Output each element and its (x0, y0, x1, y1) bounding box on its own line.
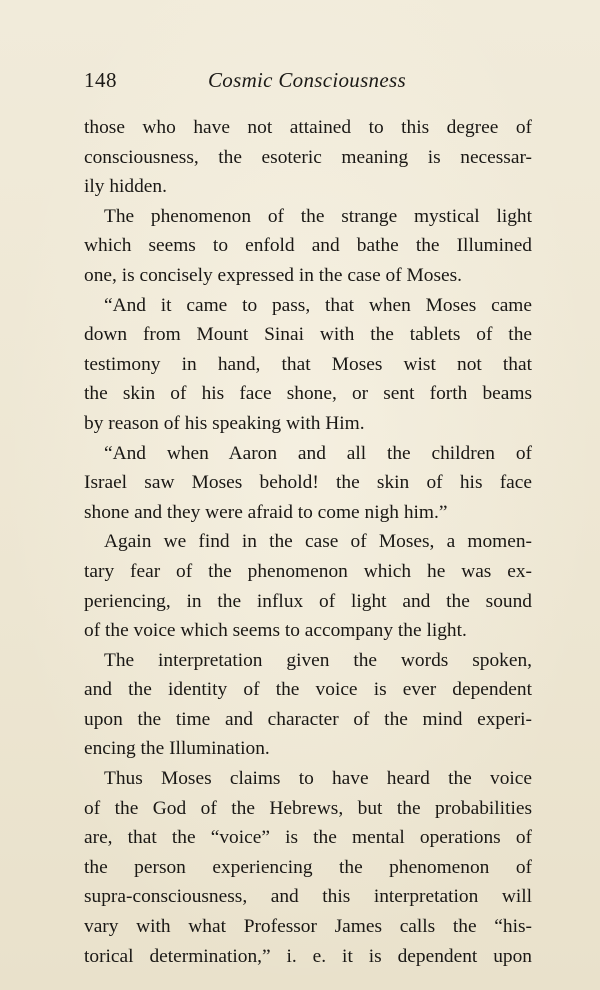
text-line: Israel saw Moses behold! the skin of his face (84, 472, 532, 494)
text-line: the person experiencing the phenomenon of (84, 856, 532, 878)
text-line: down from Mount Sinai with the tablets of the (84, 324, 532, 346)
text-line: those who have not attained to this degree of (84, 117, 532, 138)
text-line: of the voice which seems to accompany the light. (84, 620, 467, 642)
text-line: “And it came to pass, that when Moses came (104, 294, 532, 316)
text-line: tary fear of the phenomenon which he was ex- (84, 560, 532, 582)
text-line: The phenomenon of the strange mystical light (104, 205, 532, 227)
page-number: 148 (84, 68, 117, 92)
text-line: “And when Aaron and all the children of (104, 442, 532, 464)
text-line: periencing, in the influx of light and the sound (84, 590, 532, 612)
text-line: shone and they were afraid to come nigh him.” (84, 501, 448, 523)
text-line: and the identity of the voice is ever dependent (84, 679, 532, 701)
text-line: of the God of the Hebrews, but the probabilities (84, 797, 532, 819)
text-line: ily hidden. (84, 176, 167, 198)
text-line: vary with what Professor James calls the “his- (84, 916, 532, 938)
text-line: by reason of his speaking with Him. (84, 412, 365, 434)
text-line: which seems to enfold and bathe the Illumined (84, 235, 532, 257)
text-line: supra-consciousness, and this interpretation will (84, 886, 532, 908)
text-line: testimony in hand, that Moses wist not that (84, 353, 532, 375)
text-line: The interpretation given the words spoken, (104, 649, 532, 671)
text-line: Thus Moses claims to have heard the voice (104, 768, 532, 790)
body-text (84, 113, 532, 971)
text-line: encing the Illumination. (84, 738, 270, 760)
running-title: Cosmic Consciousness (208, 68, 406, 92)
text-line: one, is concisely expressed in the case of Moses. (84, 264, 463, 286)
text-line: upon the time and character of the mind experi- (84, 708, 532, 730)
text-line: torical determination,” i. e. it is dependent upon (84, 945, 532, 967)
running-head (84, 68, 532, 94)
text-line: the skin of his face shone, or sent forth beams (84, 383, 532, 405)
text-line: are, that the “voice” is the mental operations of (84, 827, 532, 849)
text-line: Again we find in the case of Moses, a momen- (104, 531, 532, 553)
text-line: consciousness, the esoteric meaning is necessar- (84, 146, 532, 168)
